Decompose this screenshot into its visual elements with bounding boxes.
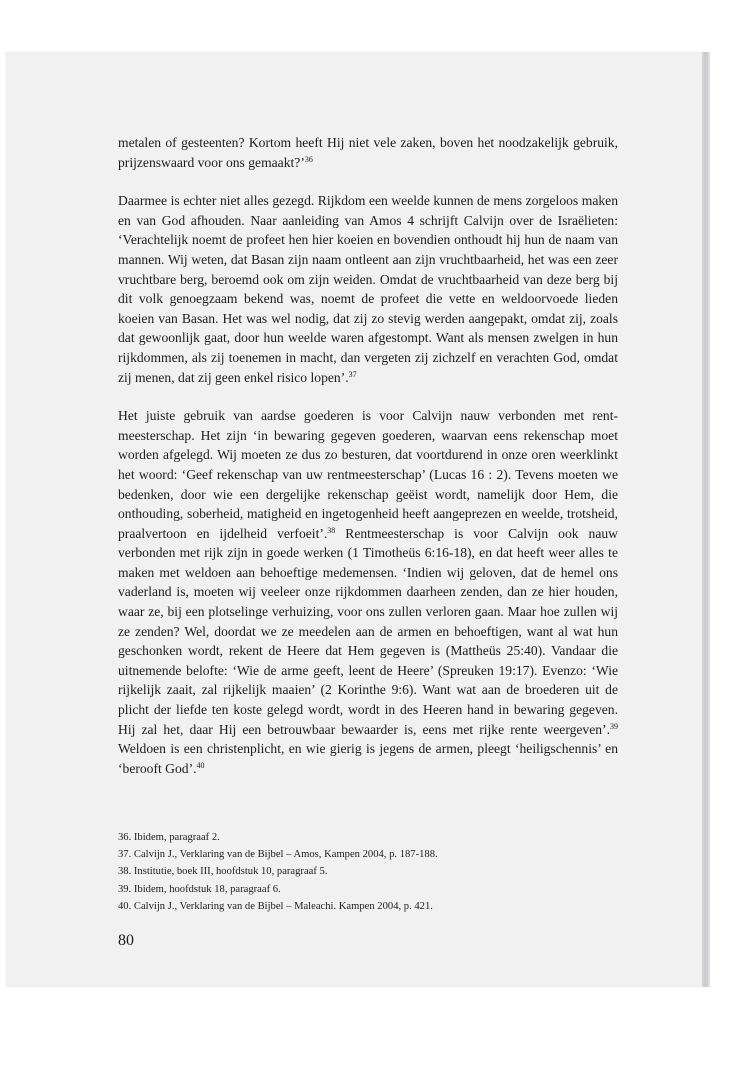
footnote-ref-40: 40 bbox=[196, 760, 205, 770]
footnote-38 bbox=[118, 863, 618, 880]
footnote-ref-36: 36 bbox=[304, 154, 313, 164]
paragraph-3-text-a: Het juiste gebruik van aardse goederen is voor Calvijn nauw verbonden met rentmeesterschap. Het zijn ‘in bewaring gegeven goederen, waarvan eens rekenschap moet worden afgelegd. Wij moeten ze dus zo besturen, dat voortdurend in onze oren weerklinkt het woord: ‘Geef rekenschap van uw rentmeesterschap’ (Lucas 16 : 2). Tevens moeten we bedenken, door wie een dergelijke rekenschap geëist wordt, namelijk door Hem, die onthouding, soberheid, matigheid en ingetogenheid heeft aangeprezen en weelde, trotsheid, praalvertoon en ijdelheid verfoeit’. bbox=[118, 408, 618, 541]
paragraph-2 bbox=[118, 191, 618, 387]
footnote-ref-37: 37 bbox=[348, 369, 357, 379]
footnote-ref-39: 39 bbox=[610, 721, 618, 731]
footnote-number: 38. bbox=[118, 866, 132, 878]
footnote-number: 40. bbox=[118, 900, 132, 912]
footnote-text: Ibidem, hoofdstuk 18, paragraaf 6. bbox=[133, 883, 281, 895]
footnote-text: Institutie, boek III, hoofdstuk 10, paragraaf 5. bbox=[133, 866, 328, 878]
paragraph-2-text: Daarmee is echter niet alles gezegd. Rijkdom een weelde kunnen de mens zorgeloos maken en van God afhouden. Naar aanleiding van Amos 4 schrijft Calvijn over de Israëlieten: ‘Verachtelijk noemt de profeet hen hier koeien en bovendien onthoudt hij hun de naam van mannen. Wij weten, dat Basan zijn naam ontleent aan zijn vruchtbaarheid, het was een zeer vruchtbare berg, beroemd ook om zijn weiden. Omdat de vruchtbaarheid van deze berg bij dit volk genoegzaam bekend was, noemt de profeet die vette en weldoorvoede lieden koeien van Basan. Het was wel nodig, dat zij zo stevig werden aangepakt, omdat zij, zoals dat gewoonlijk gaat, door hun weelde waren afgestompt. Want als mensen zwelgen in hun rijkdommen, als zij toenemen in macht, dan vergeten zij zichzelf en verachten God, omdat zij menen, dat zij geen enkel risico lopen’. bbox=[118, 193, 618, 385]
page-edge bbox=[702, 52, 710, 987]
footnote-39 bbox=[118, 881, 618, 898]
footnote-text: Calvijn J., Verklaring van de Bijbel – Maleachi. Kampen 2004, p. 421. bbox=[133, 900, 433, 912]
page-number: 80 bbox=[118, 932, 134, 949]
footnote-number: 36. bbox=[118, 832, 132, 843]
paragraph-3-text-c: Weldoen is een christenplicht, en wie gierig is jegens de armen, pleegt ‘heiligschennis’ en ‘berooft God’. bbox=[118, 741, 618, 776]
footnote-ref-38: 38 bbox=[327, 525, 336, 535]
paragraph-1 bbox=[118, 133, 618, 172]
footnotes bbox=[118, 829, 618, 915]
paragraph-1-text: metalen of gesteenten? Kortom heeft Hij niet vele zaken, boven het noodzakelijk gebruik, prijzenswaard voor ons gemaakt?’ bbox=[118, 135, 618, 170]
footnote-number: 39. bbox=[118, 883, 132, 895]
footnote-40 bbox=[118, 898, 618, 915]
paragraph-3 bbox=[118, 406, 618, 778]
footnote-text: Calvijn J., Verklaring van de Bijbel – Amos, Kampen 2004, p. 187-188. bbox=[133, 849, 438, 861]
main-text bbox=[118, 133, 618, 778]
footnote-36 bbox=[118, 829, 618, 846]
footnote-37 bbox=[118, 846, 618, 863]
footnote-number: 37. bbox=[118, 849, 132, 861]
paragraph-3-text-b: Rentmeesterschap is voor Calvijn ook nauw verbonden met rijk zijn in goede werken (1 Timotheüs 6:16-18), en dat heeft weer alles te maken met weldoen aan behoeftige medemensen. ‘Indien wij geloven, dat de hemel ons vaderland is, moeten wij veeleer onze rijkdommen daarheen zenden, dan ze hier houden, waar ze, bij een plotselinge verhuizing, voor ons zullen verloren gaan. Maar hoe zullen wij ze zenden? Wel, doordat we ze meedelen aan de armen en behoeftigen, want al wat hun geschonken wordt, rekent de Heere dat Hem gegeven is (Mattheüs 25:40). Vandaar die uitnemende belofte: ‘Wie de arme geeft, leent de Heere’ (Spreuken 19:17). Evenzo: ‘Wie rijkelijk zaait, zal rijkelijk maaien’ (2 Korinthe 9:6). Want wat aan de broederen uit de plicht der liefde ten koste gelegd wordt, wordt in des Heeren hand in bewaring gegeven. Hij zal het, daar Hij een betrouwbaar bewaarder is, eens met rijke rente weergeven’. bbox=[118, 525, 618, 737]
footnote-text: Ibidem, paragraaf 2. bbox=[133, 832, 220, 843]
